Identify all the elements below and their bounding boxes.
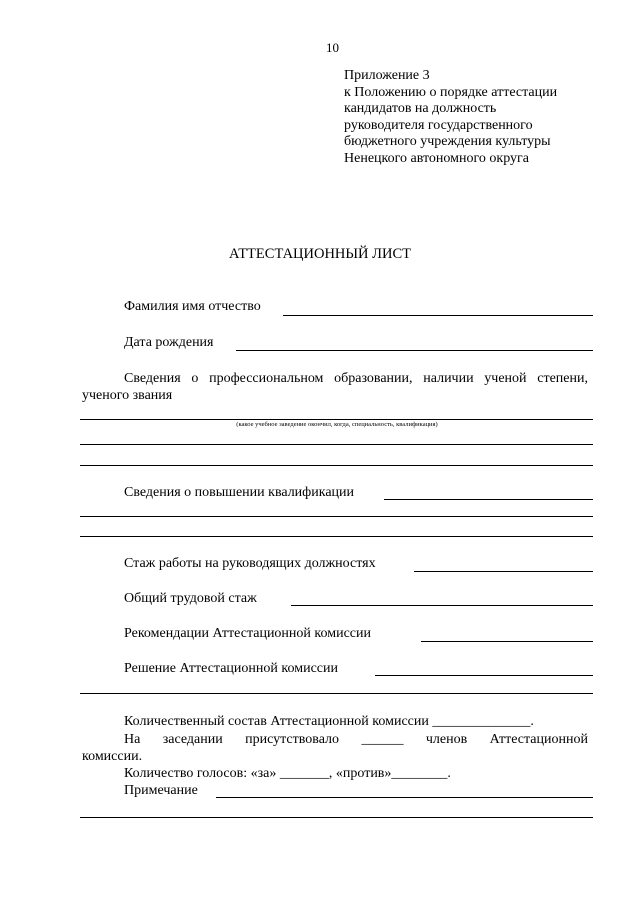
education-field-2[interactable] bbox=[80, 444, 593, 445]
total-experience-field[interactable] bbox=[291, 605, 593, 606]
education-label bbox=[82, 371, 588, 404]
management-experience-label: Стаж работы на руководящих должностях bbox=[124, 556, 376, 571]
full-name-label: Фамилия имя отчество bbox=[124, 299, 261, 314]
recommendations-field[interactable] bbox=[421, 641, 593, 642]
note-field-2[interactable] bbox=[80, 817, 593, 818]
page-number: 10 bbox=[326, 40, 339, 55]
note-label: Примечание bbox=[124, 783, 198, 798]
education-line-2: ученого звания bbox=[82, 388, 173, 403]
appendix-line: бюджетного учреждения культуры bbox=[344, 134, 551, 150]
appendix-block bbox=[344, 68, 557, 168]
present-word: присутствовало bbox=[245, 732, 340, 747]
qualification-field-1[interactable] bbox=[384, 499, 593, 500]
present-word: На bbox=[124, 732, 141, 747]
present-word: членов bbox=[425, 732, 468, 747]
decision-field-2[interactable] bbox=[80, 693, 593, 694]
qualification-field-2[interactable] bbox=[80, 516, 593, 517]
full-name-field[interactable] bbox=[283, 315, 593, 316]
present-count-blank[interactable]: ______ bbox=[361, 732, 404, 747]
education-field-3[interactable] bbox=[80, 465, 593, 466]
present-continuation: комиссии. bbox=[82, 749, 143, 764]
appendix-line: Приложение 3 bbox=[344, 68, 430, 83]
qualification-label: Сведения о повышении квалификации bbox=[124, 485, 355, 500]
composition-text: Количественный состав Аттестационной комиссии ______________. bbox=[124, 714, 534, 729]
votes-text: Количество голосов: «за» _______, «против»________. bbox=[124, 766, 451, 781]
total-experience-label: Общий трудовой стаж bbox=[124, 591, 257, 606]
recommendations-label: Рекомендации Аттестационной комиссии bbox=[124, 626, 371, 641]
document-title: АТТЕСТАЦИОННЫЙ ЛИСТ bbox=[229, 246, 411, 262]
birth-date-field[interactable] bbox=[236, 350, 593, 351]
note-field-1[interactable] bbox=[216, 797, 593, 798]
education-line-1: Сведения о профессиональном образовании, наличии ученой степени, bbox=[124, 371, 588, 386]
education-caption: (какое учебное заведение окончил, когда, специальность, квалификация) bbox=[236, 421, 438, 428]
management-experience-field[interactable] bbox=[414, 571, 593, 572]
present-word: Аттестационной bbox=[489, 732, 588, 747]
appendix-line: руководителя государственного bbox=[344, 117, 533, 133]
appendix-line: Ненецкого автономного округа bbox=[344, 150, 529, 166]
education-field-1[interactable] bbox=[80, 419, 593, 420]
appendix-line: кандидатов на должность bbox=[344, 101, 497, 117]
decision-label: Решение Аттестационной комиссии bbox=[124, 661, 338, 676]
qualification-field-3[interactable] bbox=[80, 536, 593, 537]
birth-date-label: Дата рождения bbox=[124, 335, 214, 350]
present-word: заседании bbox=[162, 732, 223, 747]
appendix-line: к Положению о порядке аттестации bbox=[344, 84, 558, 100]
present-line bbox=[124, 732, 588, 748]
decision-field-1[interactable] bbox=[375, 675, 593, 676]
